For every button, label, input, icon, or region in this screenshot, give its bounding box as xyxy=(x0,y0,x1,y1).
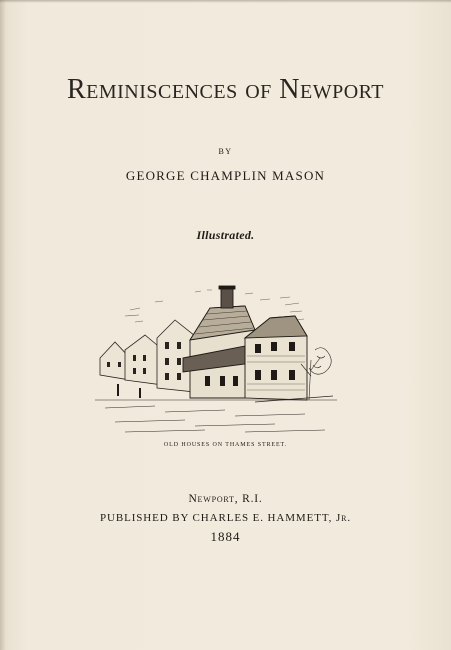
illustrated-note: Illustrated. xyxy=(196,228,255,242)
illustration-caption: OLD HOUSES ON THAMES STREET. xyxy=(163,442,288,448)
author-name: GEORGE CHAMPLIN MASON xyxy=(125,168,326,183)
imprint-year: 1884 xyxy=(210,529,241,544)
book-title: Reminiscences of Newport xyxy=(66,74,385,105)
imprint-place: Newport, R.I. xyxy=(188,493,263,505)
row-of-houses-left xyxy=(100,320,195,392)
page-top-edge xyxy=(0,0,451,3)
street-figures xyxy=(117,384,141,398)
imprint-publisher: PUBLISHED BY CHARLES E. HAMMETT, Jr. xyxy=(99,512,352,524)
by-line: BY xyxy=(218,147,233,156)
street-ground xyxy=(95,396,337,432)
engraving-illustration xyxy=(95,280,337,440)
